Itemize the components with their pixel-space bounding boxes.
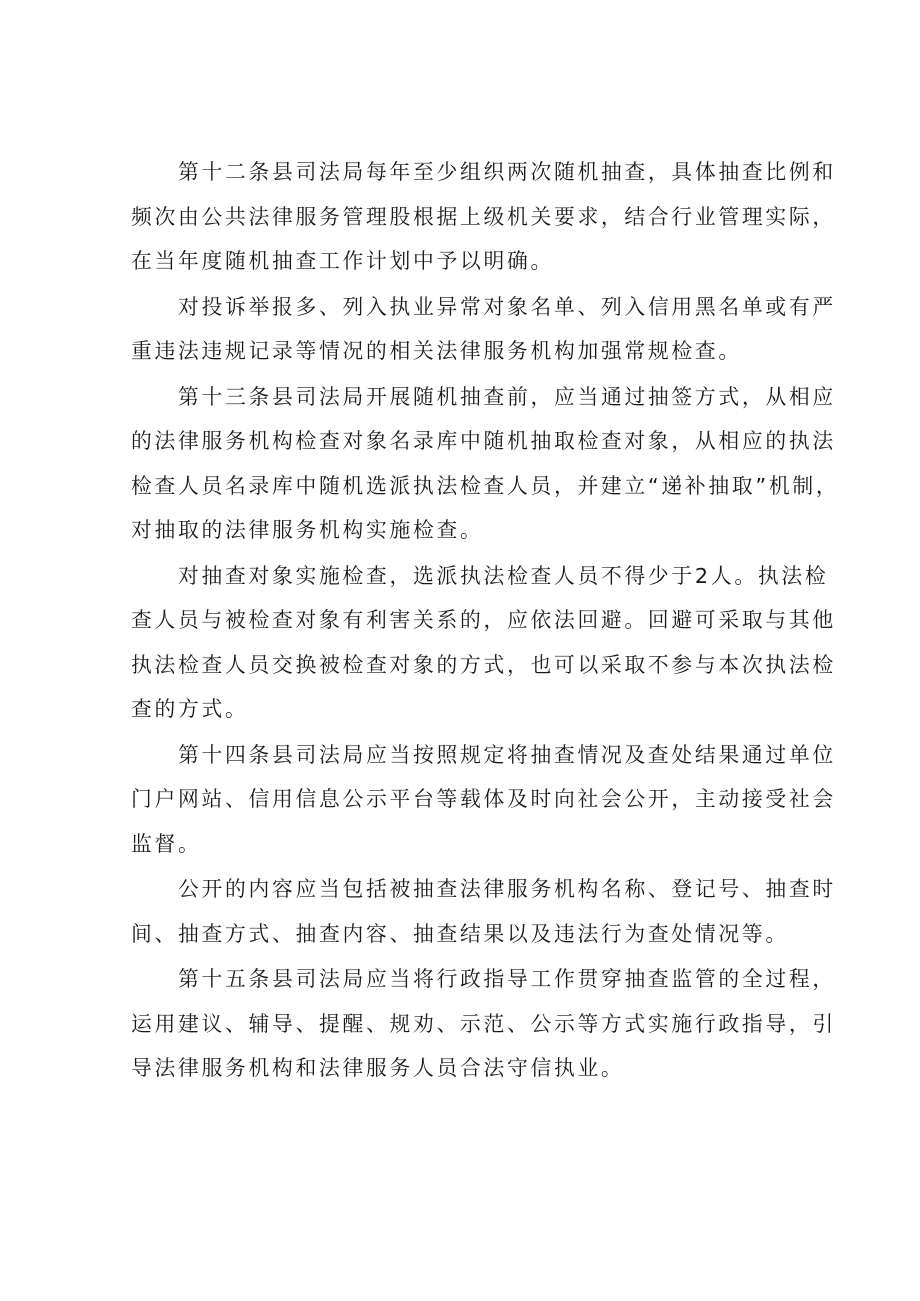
text-line: 的法律服务机构检查对象名录库中随机抽取检查对象，从相应的执法	[131, 429, 836, 453]
text-line: 间、抽查方式、抽查内容、抽查结果以及违法行为查处情况等。	[131, 921, 789, 946]
paragraph-article-15	[131, 957, 836, 1091]
text-line: 频次由公共法律服务管理股根据上级机关要求，结合行业管理实际，	[131, 204, 836, 229]
paragraph-article-12-supplement	[131, 285, 836, 374]
text-line: 对抽查对象实施检查，选派执法检查人员不得少于2人。执法检	[178, 563, 829, 588]
text-line: 对投诉举报多、列入执业异常对象名单、列入信用黑名单或有严	[178, 294, 836, 319]
paragraph-article-14-supplement	[131, 867, 836, 956]
text-line: 重违法违规记录等情况的相关法律服务机构加强常规检查。	[131, 339, 742, 363]
document-body	[131, 150, 840, 1091]
paragraph-article-14	[131, 733, 836, 867]
text-line: 公开的内容应当包括被抽查法律服务机构名称、登记号、抽查时	[178, 877, 836, 901]
text-line: 第十四条县司法局应当按照规定将抽查情况及查处结果通过单位	[178, 742, 836, 767]
paragraph-article-13-supplement	[131, 554, 836, 732]
text-line: 在当年度随机抽查工作计划中予以明确。	[131, 249, 554, 273]
text-line: 门户网站、信用信息公示平台等载体及时向社会公开，主动接受社会	[131, 787, 836, 811]
text-line: 执法检查人员交换被检查对象的方式，也可以采取不参与本次执法检	[131, 652, 836, 677]
text-line: 查的方式。	[131, 697, 249, 721]
text-line: 第十三条县司法局开展随机抽查前，应当通过抽签方式，从相应	[178, 384, 836, 409]
text-line: 对抽取的法律服务机构实施检查。	[131, 518, 484, 542]
paragraph-article-12	[131, 150, 836, 284]
text-line: 导法律服务机构和法律服务人员合法守信执业。	[131, 1056, 625, 1080]
paragraph-article-13	[131, 375, 840, 553]
text-line: 第十二条县司法局每年至少组织两次随机抽查，具体抽查比例和	[178, 160, 836, 184]
text-line: 检查人员名录库中随机选派执法检查人员，并建立“递补抽取”机制，	[131, 473, 840, 498]
text-line: 第十五条县司法局应当将行政指导工作贯穿抽查监管的全过程，	[178, 967, 836, 991]
text-line: 监督。	[131, 831, 202, 856]
text-line: 查人员与被检查对象有利害关系的，应依法回避。回避可采取与其他	[131, 608, 836, 632]
text-line: 运用建议、辅导、提醒、规劝、示范、公示等方式实施行政指导，引	[131, 1011, 836, 1036]
